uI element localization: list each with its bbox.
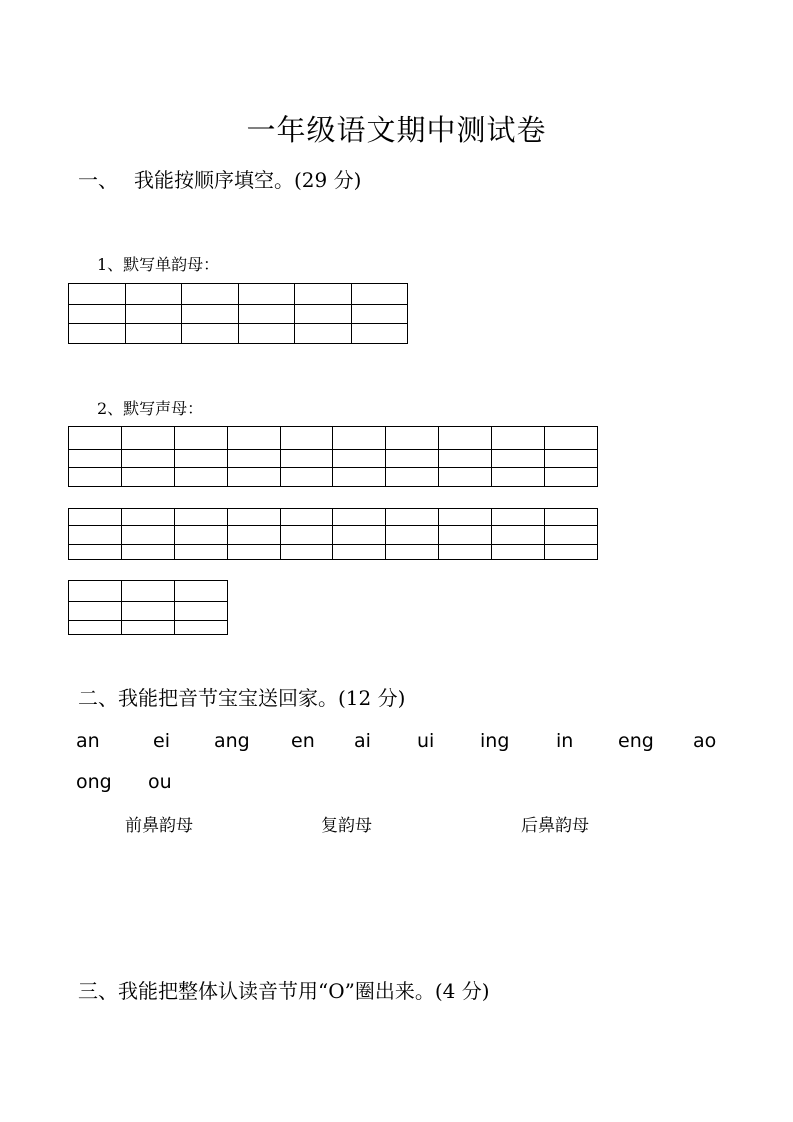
grid-cell[interactable]: [175, 621, 228, 635]
grid-cell[interactable]: [121, 427, 174, 450]
grid-cell[interactable]: [333, 545, 386, 560]
grid-cell[interactable]: [280, 526, 333, 545]
grid-cell[interactable]: [280, 468, 333, 487]
grid-cell[interactable]: [227, 526, 280, 545]
grid-cell[interactable]: [69, 284, 126, 305]
grid-cell[interactable]: [545, 545, 598, 560]
grid-cell[interactable]: [69, 427, 122, 450]
grid-cell[interactable]: [386, 526, 439, 545]
grid-cell[interactable]: [125, 284, 182, 305]
grid-cell[interactable]: [439, 526, 492, 545]
grid-cell[interactable]: [69, 305, 126, 324]
section-2-heading: 二、我能把音节宝宝送回家。(12 分): [78, 686, 406, 710]
syllable: ou: [148, 771, 172, 793]
question-1-label: 1、默写单韵母：: [97, 255, 220, 274]
category-label: 复韵母: [321, 816, 372, 836]
grid-cell[interactable]: [69, 621, 122, 635]
grid-cell[interactable]: [439, 545, 492, 560]
grid-cell[interactable]: [492, 526, 545, 545]
syllable: ao: [693, 730, 717, 752]
grid-cell[interactable]: [69, 468, 122, 487]
section-1-heading: [78, 164, 361, 193]
syllable: ai: [354, 730, 371, 752]
section-1-title: 我能按顺序填空。(29 分): [134, 168, 362, 192]
grid-cell[interactable]: [121, 526, 174, 545]
question-2-label: 2、默写声母：: [97, 399, 204, 418]
grid-cell[interactable]: [174, 509, 227, 526]
grid-cell[interactable]: [333, 526, 386, 545]
grid-cell[interactable]: [386, 509, 439, 526]
grid-cell[interactable]: [69, 581, 122, 602]
grid-cell[interactable]: [238, 305, 295, 324]
grid-cell[interactable]: [386, 427, 439, 450]
grid-cell[interactable]: [386, 468, 439, 487]
category-label: 后鼻韵母: [521, 816, 589, 836]
grid-cell[interactable]: [295, 284, 352, 305]
syllable: ei: [153, 730, 170, 752]
grid-cell[interactable]: [545, 450, 598, 468]
grid-cell[interactable]: [125, 305, 182, 324]
grid-cell[interactable]: [122, 602, 175, 621]
syllable: ing: [480, 730, 510, 752]
grid-cell[interactable]: [351, 324, 408, 344]
grid-cell[interactable]: [175, 602, 228, 621]
grid-cell[interactable]: [545, 427, 598, 450]
grid-cell[interactable]: [182, 324, 239, 344]
grid-cell[interactable]: [386, 450, 439, 468]
grid-cell[interactable]: [121, 545, 174, 560]
grid-cell[interactable]: [121, 450, 174, 468]
grid-cell[interactable]: [280, 545, 333, 560]
grid-cell[interactable]: [121, 509, 174, 526]
grid-cell[interactable]: [227, 509, 280, 526]
grid-cell[interactable]: [280, 509, 333, 526]
consonant-writing-grid-1[interactable]: [68, 426, 598, 487]
grid-cell[interactable]: [227, 450, 280, 468]
grid-cell[interactable]: [295, 324, 352, 344]
grid-cell[interactable]: [439, 509, 492, 526]
grid-cell[interactable]: [492, 450, 545, 468]
page-title: 一年级语文期中测试卷: [246, 113, 547, 147]
grid-cell[interactable]: [125, 324, 182, 344]
grid-cell[interactable]: [492, 545, 545, 560]
grid-cell[interactable]: [174, 427, 227, 450]
grid-cell[interactable]: [121, 468, 174, 487]
section-1-number: 一、: [78, 168, 118, 192]
grid-cell[interactable]: [69, 450, 122, 468]
grid-cell[interactable]: [122, 621, 175, 635]
grid-cell[interactable]: [227, 427, 280, 450]
syllable: in: [556, 730, 574, 752]
grid-cell[interactable]: [439, 450, 492, 468]
grid-cell[interactable]: [174, 450, 227, 468]
syllable: ui: [417, 730, 435, 752]
consonant-writing-grid-2[interactable]: [68, 508, 598, 560]
grid-cell[interactable]: [174, 526, 227, 545]
vowel-writing-grid[interactable]: [68, 283, 408, 344]
syllable: an: [76, 730, 100, 752]
grid-cell[interactable]: [333, 427, 386, 450]
syllable: eng: [618, 730, 654, 752]
grid-cell[interactable]: [351, 284, 408, 305]
grid-cell[interactable]: [545, 526, 598, 545]
grid-cell[interactable]: [174, 468, 227, 487]
category-label: 前鼻韵母: [125, 816, 193, 836]
syllable: ang: [214, 730, 250, 752]
grid-cell[interactable]: [333, 450, 386, 468]
grid-cell[interactable]: [439, 468, 492, 487]
grid-cell[interactable]: [182, 284, 239, 305]
grid-cell[interactable]: [492, 468, 545, 487]
grid-cell[interactable]: [439, 427, 492, 450]
syllable: ong: [76, 771, 112, 793]
grid-cell[interactable]: [122, 581, 175, 602]
syllable: en: [291, 730, 315, 752]
grid-cell[interactable]: [69, 545, 122, 560]
consonant-writing-grid-3[interactable]: [68, 580, 228, 635]
grid-cell[interactable]: [238, 324, 295, 344]
section-3-heading: 三、我能把整体认读音节用“O”圈出来。(4 分): [78, 979, 490, 1003]
grid-cell[interactable]: [545, 468, 598, 487]
grid-cell[interactable]: [227, 545, 280, 560]
grid-cell[interactable]: [69, 602, 122, 621]
grid-cell[interactable]: [492, 509, 545, 526]
grid-cell[interactable]: [227, 468, 280, 487]
grid-cell[interactable]: [386, 545, 439, 560]
grid-cell[interactable]: [69, 509, 122, 526]
grid-cell[interactable]: [182, 305, 239, 324]
grid-cell[interactable]: [492, 427, 545, 450]
grid-cell[interactable]: [238, 284, 295, 305]
grid-cell[interactable]: [174, 545, 227, 560]
grid-cell[interactable]: [351, 305, 408, 324]
grid-cell[interactable]: [295, 305, 352, 324]
grid-cell[interactable]: [333, 468, 386, 487]
grid-cell[interactable]: [280, 450, 333, 468]
grid-cell[interactable]: [333, 509, 386, 526]
grid-cell[interactable]: [69, 526, 122, 545]
grid-cell[interactable]: [280, 427, 333, 450]
grid-cell[interactable]: [175, 581, 228, 602]
grid-cell[interactable]: [69, 324, 126, 344]
grid-cell[interactable]: [545, 509, 598, 526]
